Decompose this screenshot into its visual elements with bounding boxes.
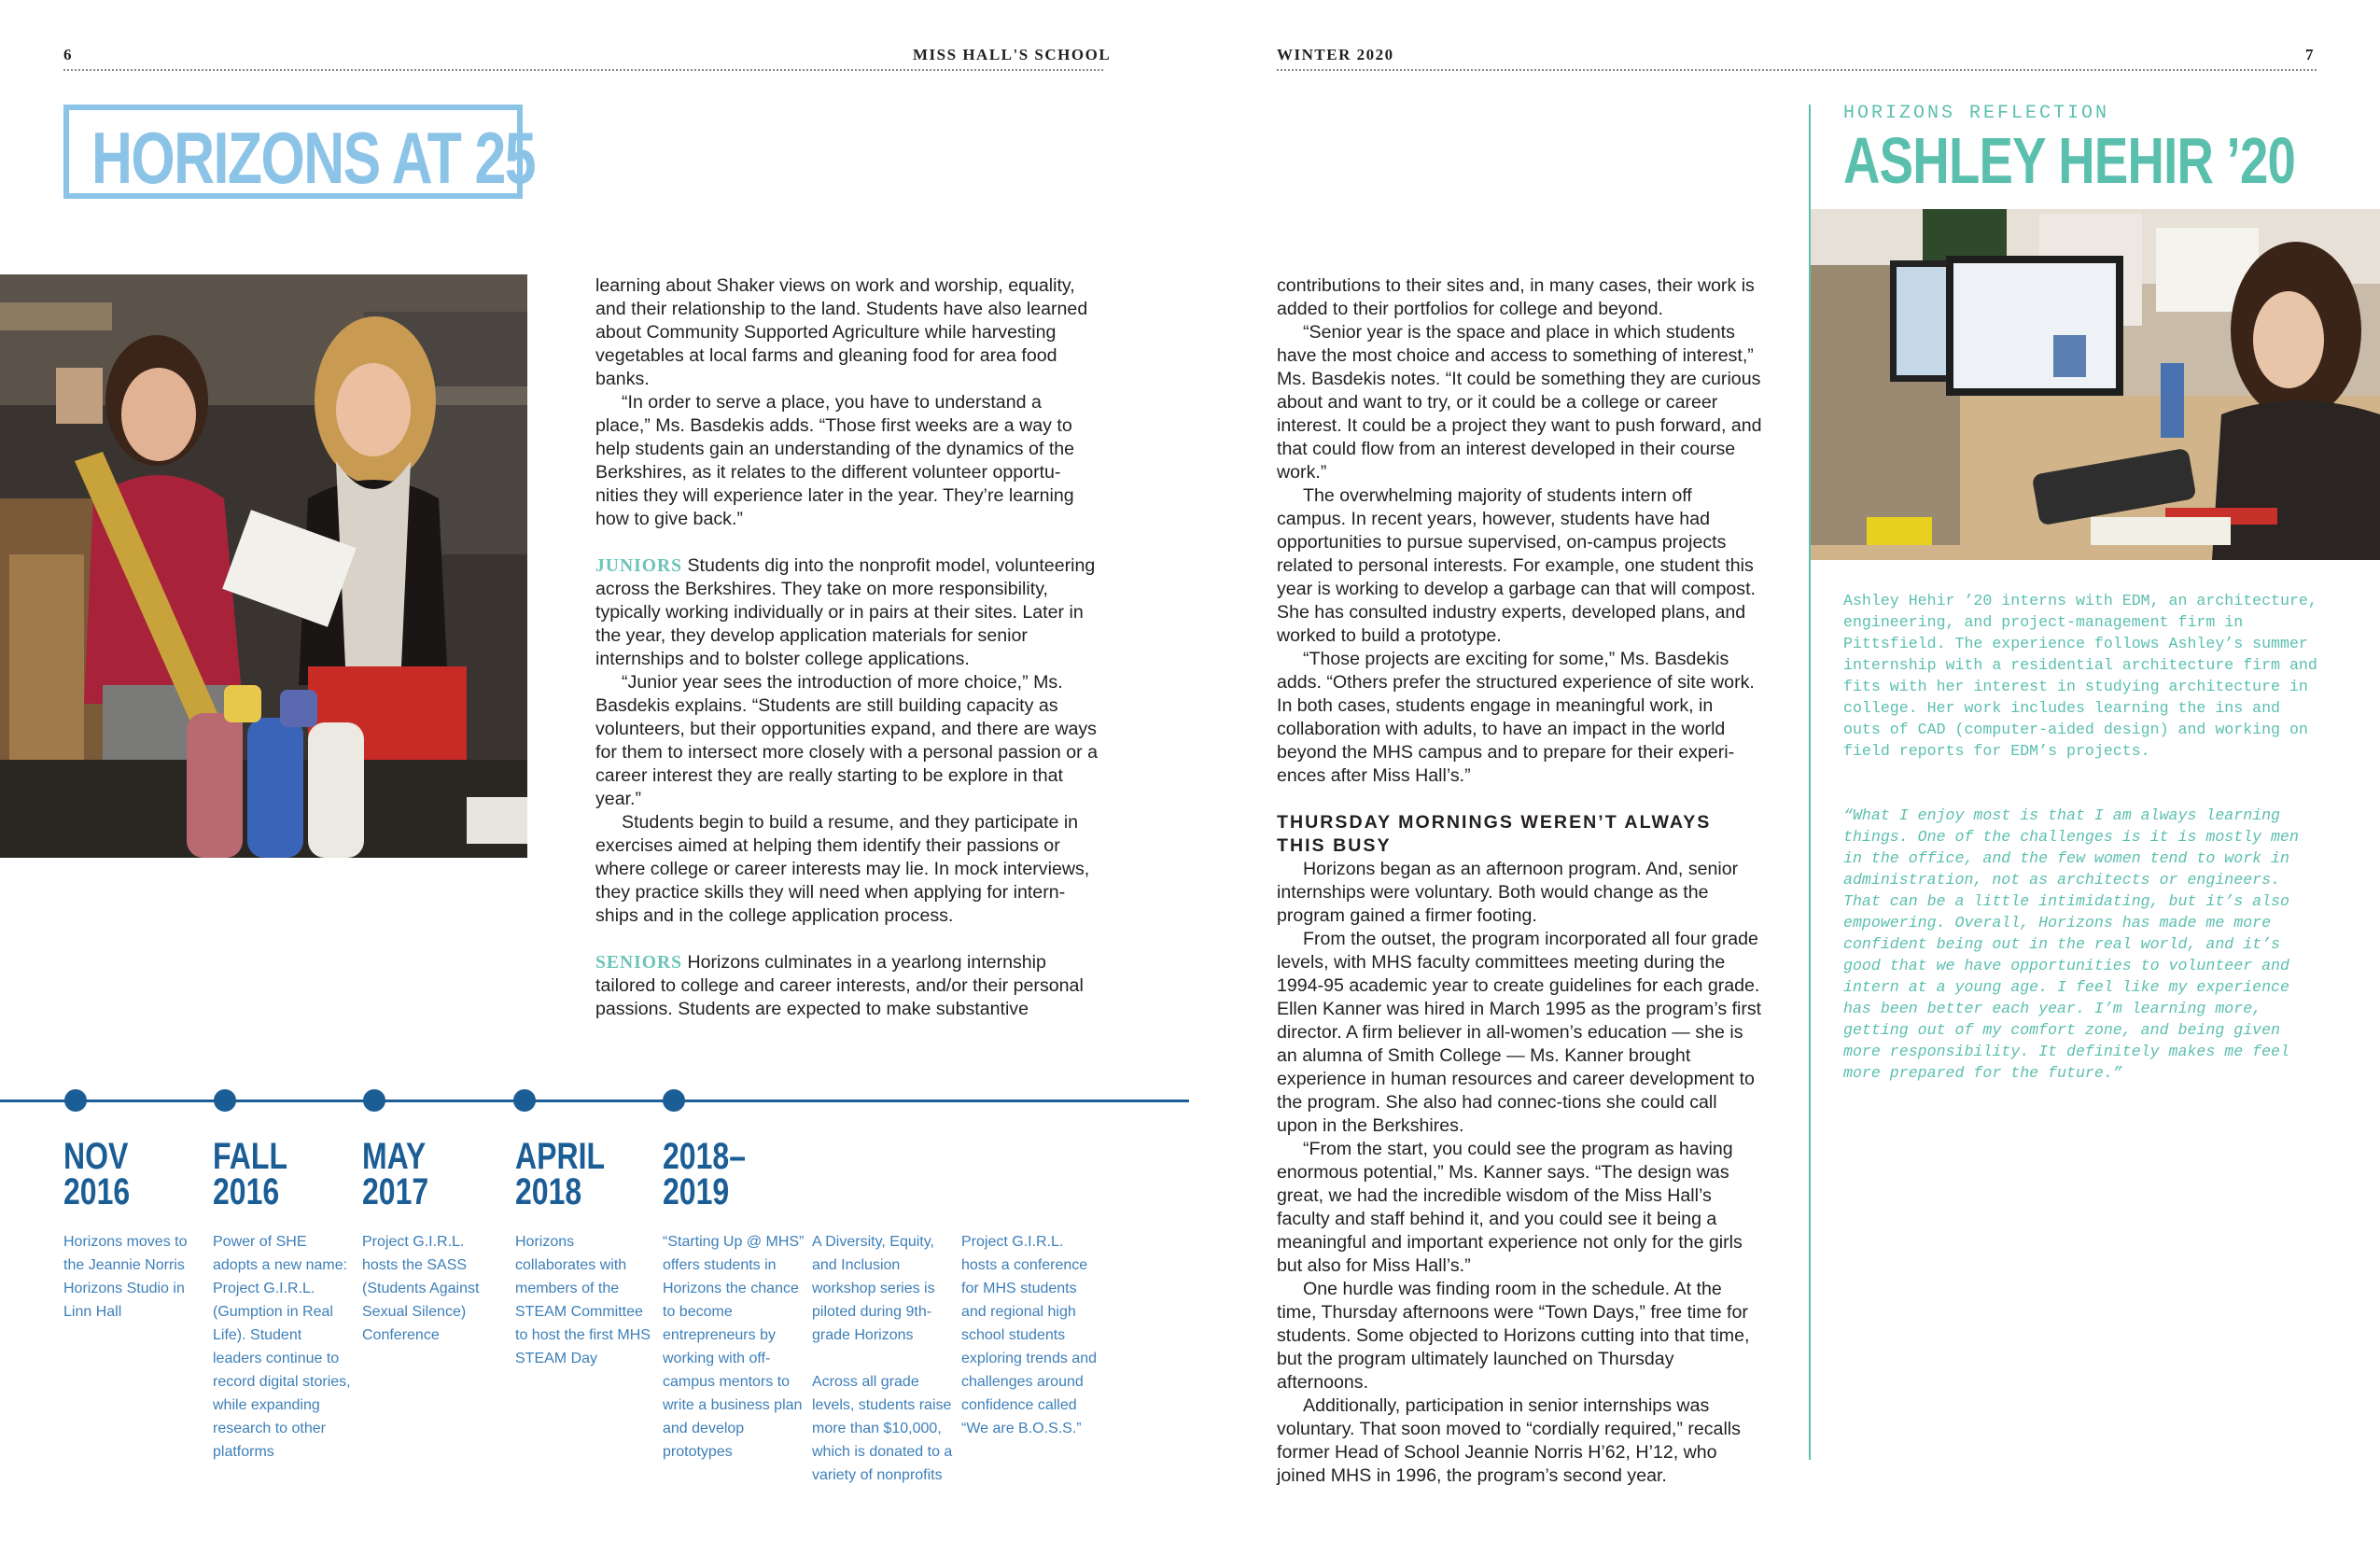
left-header-rule (63, 69, 1103, 71)
timeline-text: A Diversity, Equity, and Inclusion workshop series is piloted during 9th-grade Horizons (812, 1234, 935, 1343)
right-page-number: 7 (2305, 46, 2315, 63)
section-subhead: THURSDAY MORNINGS WEREN’T ALWAYS THIS BUSY (1277, 812, 1712, 856)
body-paragraph: Students begin to build a resume, and they participate in exercises aimed at helping them identify their passions or where college or career interests may lie. In mock interviews, they practice skills they will need when applying for intern-ships and in the college application process. (595, 812, 1090, 926)
timeline-text: Across all grade levels, students raise more than $10,000, which is donated to a variety of nonprofits (812, 1374, 953, 1483)
juniors-paragraph (595, 554, 1099, 671)
timeline-entry (961, 1230, 1103, 1440)
body-paragraph: “Junior year sees the introduction of more choice,” Ms. Basdekis explains. “Students are still building capacity as volunteers, but their opportunities expand, and there are ways for them to intersect more closely with a personal passion or a career interest they are really starting to be explore in that year.” (595, 672, 1098, 809)
feature-title-box (63, 105, 536, 199)
body-paragraph: “From the start, you could see the program as having enormous potential,” Ms. Kanner says. “The design was great, we had the incredible wisdom of the Miss Hall’s faculty and staff behind it, and you could see it being a meaningful and important experience not only for the girls but also for Miss Hall’s.” (1277, 1139, 1743, 1276)
timeline-dot (513, 1089, 536, 1112)
timeline-dot (363, 1089, 385, 1112)
timeline-entry (515, 1230, 657, 1370)
left-publication-name: MISS HALL'S SCHOOL (913, 46, 1112, 63)
body-paragraph: “Senior year is the space and place in which students have the most choice and access to something of interest,” Ms. Basdekis notes. “It could be something they are curious about and want to try, or it could be a college or career interest. It could be a project they want to push forward, and that could flow from an interest developed in their course work.” (1277, 322, 1762, 483)
timeline-entry (362, 1230, 504, 1347)
ashley-photo (1811, 209, 2380, 560)
feature-title: HORIZONS AT 25 (91, 117, 536, 199)
timeline-text: Project G.I.R.L. hosts a conference for MHS students and regional high school students exploring trends and challenges around confidence called “We are B.O.S.S.” (961, 1234, 1097, 1436)
body-paragraph: contributions to their sites and, in many cases, their work is added to their portfolios for college and beyond. (1277, 275, 1755, 319)
body-paragraph: “Those projects are exciting for some,” Ms. Basdekis adds. “Others prefer the structured experience of site work. In both cases, students engage in meaningful work, in collaboration with adults, to have an impact in the world beyond the MHS campus and to prepare for their experi-ences after Miss Hall’s.” (1277, 649, 1755, 786)
timeline-dot (214, 1089, 236, 1112)
body-paragraph: From the outset, the program incorporated all four grade levels, with MHS faculty committees meeting during the 1994-95 academic year to create guidelines for each grade. Ellen Kanner was hired in March 1995 as the program’s first director. A firm believer in all-women’s education — she is an alumna of Smith College — Ms. Kanner brought experience in human resources and career development to the program. She also had connec-tions she could call upon in the Berkshires. (1277, 929, 1762, 1136)
timeline-entry (63, 1230, 205, 1324)
right-header-rule (1277, 69, 2317, 71)
body-paragraph: Horizons began as an afternoon program. And, senior internships were voluntary. Both would change as the program gained a firmer footing. (1277, 859, 1739, 926)
seniors-paragraph (595, 951, 1099, 1021)
timeline-year: NOV 2016 (63, 1136, 131, 1212)
article-column-1 (595, 274, 1099, 1021)
seniors-text: Horizons culminates in a yearlong internship tailored to college and career interests, and/or their personal passions. Students are expected to make substantive (595, 952, 1084, 1019)
timeline-line (0, 1100, 1189, 1102)
timeline-year: APRIL 2018 (515, 1136, 605, 1212)
article-column-2 (1277, 274, 1762, 1488)
body-paragraph: One hurdle was finding room in the schedule. At the time, Thursday afternoons were “Town Days,” free time for students. Some objected to Horizons cutting into that time, but the program ultimately launched on Thursday afternoons. (1277, 1279, 1750, 1393)
timeline-text: Project G.I.R.L. hosts the SASS (Students Against Sexual Silence) Conference (362, 1234, 480, 1343)
juniors-lead: JUNIORS (595, 556, 683, 576)
juniors-text: Students dig into the nonprofit model, volunteering across the Berkshires. They take on more responsibility, typically working individually or in pairs at their sites. Later in the year, they develop application materials for senior internships and to bolster college applications. (595, 555, 1096, 669)
timeline-year: FALL 2016 (213, 1136, 287, 1212)
sidebar-quote: “What I enjoy most is that I am always learning things. One of the challenges is it is mostly men in the office, and the few women tend to work in administration, not as architects or engineers. That can be a little intimidating, but it’s also empowering. Overall, Horizons has made me more confident being out in the real world, and it’s good that we have opportunities to volunteer and intern at a young age. I feel like my experience has been better each year. I’m learning more, getting out of my comfort zone, and being given more responsibility. It definitely makes me feel more prepared for the future.” (1843, 806, 2299, 1082)
timeline-text: “Starting Up @ MHS” offers students in Horizons the chance to become entrepreneurs by working with off-campus mentors to write a business plan and develop prototypes (663, 1234, 805, 1460)
right-issue-name: WINTER 2020 (1277, 46, 1394, 63)
seniors-lead: SENIORS (595, 953, 683, 973)
timeline-entry (812, 1230, 954, 1487)
body-paragraph: “In order to serve a place, you have to understand a place,” Ms. Basdekis adds. “Those first weeks are a way to help students gain an understanding of the dynamics of the Berkshires, as it relates to the different volunteer opportu-nities they will experience later in the year. They’re learning how to give back.” (595, 392, 1075, 529)
students-photo (0, 274, 527, 858)
timeline-text: Horizons moves to the Jeannie Norris Horizons Studio in Linn Hall (63, 1234, 188, 1320)
timeline-dot (663, 1089, 685, 1112)
timeline-year: MAY 2017 (362, 1136, 429, 1212)
left-page-number: 6 (63, 46, 73, 63)
sidebar-name: ASHLEY HEHIR ’20 (1843, 124, 2296, 197)
timeline-year: 2018– 2019 (663, 1136, 746, 1212)
timeline-entry (213, 1230, 355, 1464)
sidebar-intro: Ashley Hehir ’20 interns with EDM, an architecture, engineering, and project-management firm in Pittsfield. The experience follows Ashley’s summer internship with a residential architecture firm and fits with her interest in studying architecture in college. Her work includes learning the ins and outs of CAD (computer-aided design) and working on field reports for EDM’s projects. (1843, 592, 2317, 760)
sidebar-kicker: HORIZONS REFLECTION (1843, 103, 2110, 124)
timeline-text: Power of SHE adopts a new name: Project G.I.R.L. (Gumption in Real Life). Student leaders continue to record digital stories, while expanding research to other platforms (213, 1234, 351, 1460)
timeline-dot (64, 1089, 87, 1112)
body-paragraph: The overwhelming majority of students intern off campus. In recent years, however, students have had opportunities to pursue supervised, on-campus projects related to personal interests. For example, one student this year is working to develop a garbage can that will compost. She has consulted industry experts, developed plans, and worked to build a prototype. (1277, 485, 1756, 646)
body-paragraph: Additionally, participation in senior internships was voluntary. That soon moved to “cordially required,” recalls former Head of School Jeannie Norris H’62, H’12, who joined MHS in 1996, the program’s second year. (1277, 1395, 1741, 1486)
timeline-entry (663, 1230, 805, 1464)
body-paragraph: learning about Shaker views on work and worship, equality, and their relationship to the land. Students have also learned about Community Supported Agriculture while harvesting vegetables at local farms and gleaning food for area food banks. (595, 275, 1088, 389)
timeline-text: Horizons collaborates with members of the STEAM Committee to host the first MHS STEAM Day (515, 1234, 651, 1366)
